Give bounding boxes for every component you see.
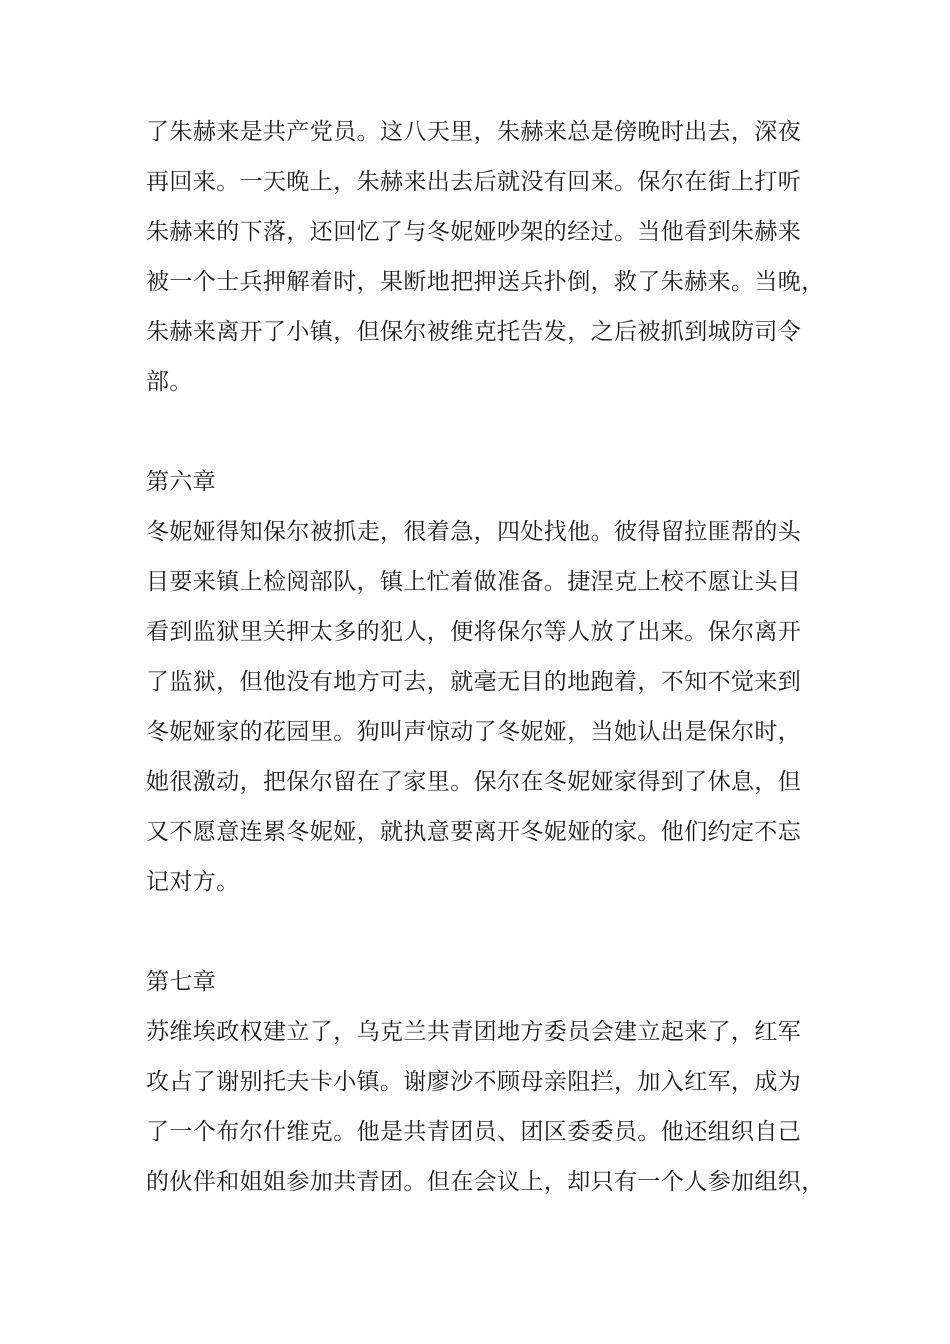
text-line: 目要来镇上检阅部队，镇上忙着做准备。捷涅克上校不愿让头目 (146, 569, 802, 595)
text-line: 了一个布尔什维克。他是共青团员、团区委委员。他还组织自己 (146, 1119, 802, 1145)
text-line: 的伙伴和姐姐参加共青团。但在会议上，却只有一个人参加组织， (146, 1169, 825, 1195)
chapter-heading: 第六章 (146, 469, 217, 495)
text-line: 再回来。一天晚上，朱赫来出去后就没有回来。保尔在街上打听 (146, 169, 802, 195)
text-line: 了监狱，但他没有地方可去，就毫无目的地跑着，不知不觉来到 (146, 669, 802, 695)
text-line: 看到监狱里关押太多的犯人，便将保尔等人放了出来。保尔离开 (146, 619, 802, 645)
text-line: 朱赫来的下落，还回忆了与冬妮娅吵架的经过。当他看到朱赫来 (146, 219, 802, 245)
chapter-heading: 第七章 (146, 969, 217, 995)
text-line: 朱赫来离开了小镇，但保尔被维克托告发，之后被抓到城防司令 (146, 319, 802, 345)
text-line: 记对方。 (146, 869, 240, 895)
text-line: 了朱赫来是共产党员。这八天里，朱赫来总是傍晚时出去，深夜 (146, 119, 802, 145)
text-line: 攻占了谢别托夫卡小镇。谢廖沙不顾母亲阻拦，加入红军，成为 (146, 1069, 802, 1095)
text-line: 苏维埃政权建立了，乌克兰共青团地方委员会建立起来了，红军 (146, 1019, 802, 1045)
text-line: 被一个士兵押解着时，果断地把押送兵扑倒，救了朱赫来。当晚， (146, 269, 825, 295)
text-line: 她很激动，把保尔留在了家里。保尔在冬妮娅家得到了休息，但 (146, 769, 802, 795)
text-line: 部。 (146, 369, 193, 395)
text-line: 冬妮娅得知保尔被抓走，很着急，四处找他。彼得留拉匪帮的头 (146, 519, 802, 545)
text-line: 又不愿意连累冬妮娅，就执意要离开冬妮娅的家。他们约定不忘 (146, 819, 802, 845)
text-line: 冬妮娅家的花园里。狗叫声惊动了冬妮娅，当她认出是保尔时， (146, 719, 802, 745)
